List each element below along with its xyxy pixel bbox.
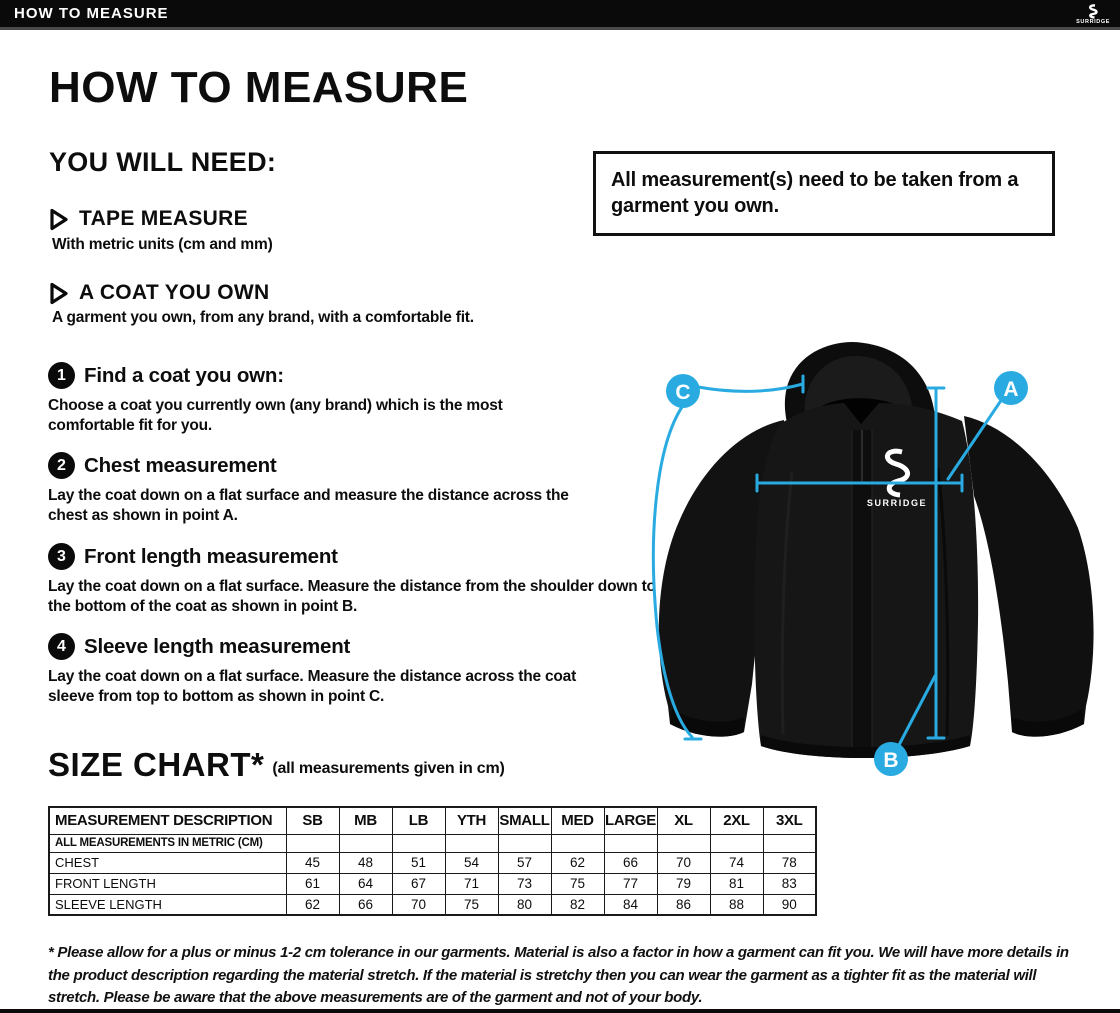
surridge-wordmark: SURRIDGE <box>1076 18 1110 25</box>
size-chart-title: SIZE CHART* <box>48 746 265 783</box>
measurement-value: 88 <box>710 894 763 915</box>
step-title: Chest measurement <box>84 453 277 477</box>
need-item-tape-measure <box>49 207 248 231</box>
need-item-name: TAPE MEASURE <box>79 207 248 230</box>
surridge-logo <box>1076 2 1110 26</box>
bottom-rule <box>0 1009 1120 1013</box>
measurement-value: 70 <box>392 894 445 915</box>
size-chart-size-header: 2XL <box>710 807 763 834</box>
metric-row-empty-cell <box>339 834 392 852</box>
size-chart-metric-row <box>49 834 816 852</box>
size-chart-size-header: 3XL <box>763 807 816 834</box>
size-chart-header-row <box>49 807 816 834</box>
surridge-s-icon <box>1085 4 1101 19</box>
step-3-description: Lay the coat down on a flat surface. Measure the distance from the shoulder down to the bottom of the coat as shown in point B. <box>48 578 656 615</box>
jacket-right-sleeve <box>964 416 1094 737</box>
size-chart-size-header: LB <box>392 807 445 834</box>
measurement-value: 86 <box>657 894 710 915</box>
size-chart-desc-header: MEASUREMENT DESCRIPTION <box>49 807 286 834</box>
label-c-text: C <box>675 381 691 404</box>
metric-row-empty-cell <box>763 834 816 852</box>
need-item-description: With metric units (cm and mm) <box>52 236 273 253</box>
measurement-value: 84 <box>604 894 657 915</box>
metric-row-empty-cell <box>551 834 604 852</box>
step-number-badge: 4 <box>48 633 75 660</box>
metric-row-empty-cell <box>498 834 551 852</box>
step-1 <box>48 362 284 389</box>
measurement-value: 81 <box>710 873 763 894</box>
step-title: Front length measurement <box>84 544 338 568</box>
measurement-value: 71 <box>445 873 498 894</box>
measurement-value: 45 <box>286 852 339 873</box>
need-item-name: A COAT YOU OWN <box>79 281 270 304</box>
step-4 <box>48 633 350 660</box>
tolerance-disclaimer: * Please allow for a plus or minus 1-2 cm tolerance in our garments. Material is also a factor in how a garment can fit you. We will have more details in the product description regarding the material stretch. If the material is stretchy then you can wear the garment as a tighter fit as the material will stretch. Please be aware that the above measurements are of the garment and not of your body. <box>48 944 1069 1006</box>
size-chart-size-header: MED <box>551 807 604 834</box>
measurement-value: 90 <box>763 894 816 915</box>
size-chart-body <box>49 834 816 915</box>
need-item-coat <box>49 281 269 305</box>
triangle-bullet-icon <box>49 282 69 305</box>
label-b-text: B <box>883 749 899 772</box>
size-chart-row <box>49 873 816 894</box>
measurement-note-box: All measurement(s) need to be taken from a garment you own. <box>593 151 1055 236</box>
measurement-value: 64 <box>339 873 392 894</box>
size-chart-size-header: YTH <box>445 807 498 834</box>
svg-text:SURRIDGE: SURRIDGE <box>866 498 928 508</box>
measurement-value: 73 <box>498 873 551 894</box>
measurement-value: 82 <box>551 894 604 915</box>
measurement-value: 66 <box>604 852 657 873</box>
size-chart-size-header: MB <box>339 807 392 834</box>
top-bar <box>0 0 1120 30</box>
top-bar-title: HOW TO MEASURE <box>14 5 169 22</box>
need-item-description: A garment you own, from any brand, with a comfortable fit. <box>52 309 474 326</box>
step-1-description: Choose a coat you currently own (any brand) which is the most comfortable fit for you. <box>48 397 503 434</box>
step-title: Find a coat you own: <box>84 363 284 387</box>
step-2-description: Lay the coat down on a flat surface and measure the distance across the chest as shown in point A. <box>48 487 569 524</box>
measurement-value: 77 <box>604 873 657 894</box>
metric-row-empty-cell <box>286 834 339 852</box>
measurement-value: 75 <box>445 894 498 915</box>
metric-row-empty-cell <box>657 834 710 852</box>
metric-row-empty-cell <box>604 834 657 852</box>
page-title: HOW TO MEASURE <box>49 63 469 112</box>
jacket-measure-diagram <box>640 332 1120 812</box>
step-number-badge: 3 <box>48 543 75 570</box>
measurement-value: 66 <box>339 894 392 915</box>
measurement-value: 74 <box>710 852 763 873</box>
measurement-value: 62 <box>551 852 604 873</box>
size-chart-heading-row <box>48 746 505 784</box>
measurement-value: 57 <box>498 852 551 873</box>
measurement-value: 61 <box>286 873 339 894</box>
metric-row-label: ALL MEASUREMENTS IN METRIC (CM) <box>49 834 286 852</box>
measurement-label: SLEEVE LENGTH <box>49 894 286 915</box>
measurement-value: 62 <box>286 894 339 915</box>
metric-row-empty-cell <box>710 834 763 852</box>
measurement-value: 79 <box>657 873 710 894</box>
size-chart-row <box>49 894 816 915</box>
size-chart-size-header: SMALL <box>498 807 551 834</box>
step-4-description: Lay the coat down on a flat surface. Measure the distance across the coat sleeve from top to bottom as shown in point C. <box>48 668 577 705</box>
you-will-need-heading: YOU WILL NEED: <box>49 147 277 177</box>
metric-row-empty-cell <box>392 834 445 852</box>
size-chart-size-header: LARGE <box>604 807 657 834</box>
measurement-label: CHEST <box>49 852 286 873</box>
measurement-value: 83 <box>763 873 816 894</box>
label-a-text: A <box>1003 378 1019 401</box>
metric-row-empty-cell <box>445 834 498 852</box>
measurement-value: 48 <box>339 852 392 873</box>
size-chart-table <box>48 806 817 916</box>
step-number-badge: 2 <box>48 452 75 479</box>
size-chart-row <box>49 852 816 873</box>
measurement-value: 78 <box>763 852 816 873</box>
size-chart-size-header: SB <box>286 807 339 834</box>
step-number-badge: 1 <box>48 362 75 389</box>
step-2 <box>48 452 277 479</box>
measurement-value: 51 <box>392 852 445 873</box>
measurement-value: 70 <box>657 852 710 873</box>
measurement-value: 75 <box>551 873 604 894</box>
measurement-value: 80 <box>498 894 551 915</box>
triangle-bullet-icon <box>49 208 69 231</box>
measurement-label: FRONT LENGTH <box>49 873 286 894</box>
measurement-value: 67 <box>392 873 445 894</box>
measurement-value: 54 <box>445 852 498 873</box>
size-chart-subtitle: (all measurements given in cm) <box>272 760 505 777</box>
size-chart-size-header: XL <box>657 807 710 834</box>
step-title: Sleeve length measurement <box>84 634 351 658</box>
step-3 <box>48 543 338 570</box>
